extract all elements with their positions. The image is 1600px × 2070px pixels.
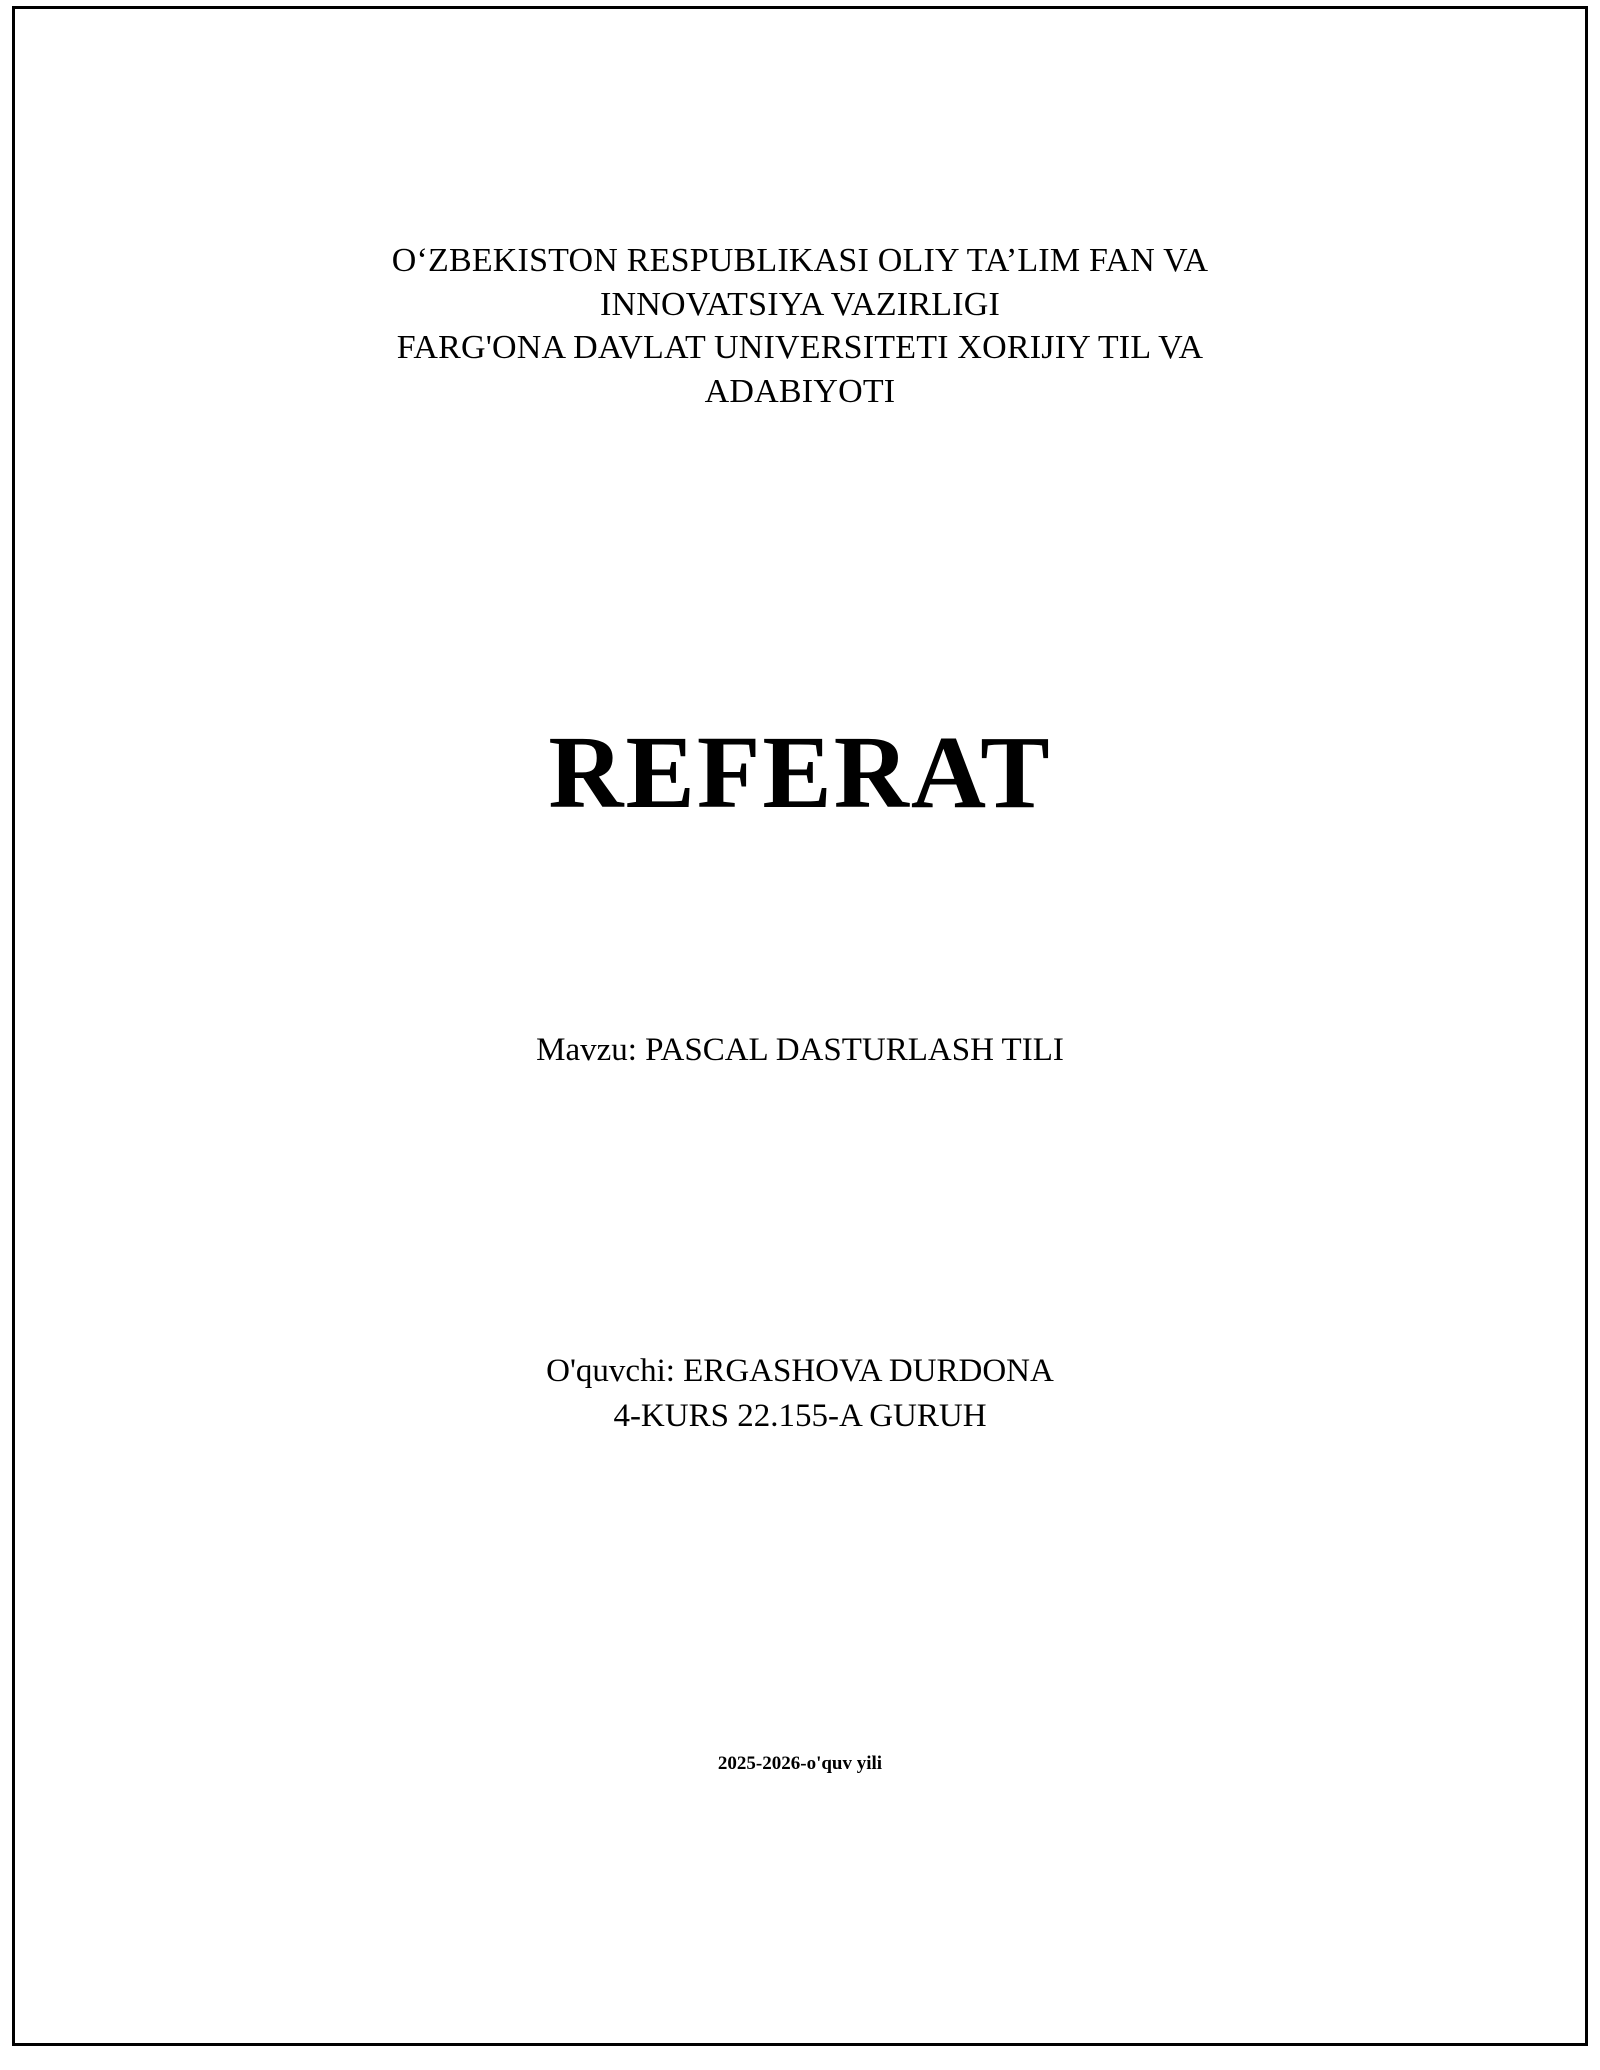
- student-name-line: O'quvchi: ERGASHOVA DURDONA: [546, 1353, 1054, 1390]
- document-title: REFERAT: [548, 715, 1052, 831]
- organization-line-3: FARG'ONA DAVLAT UNIVERSITETI XORIJIY TIL VA: [396, 329, 1204, 367]
- page-content: [15, 9, 1585, 2043]
- title-page: [12, 6, 1588, 2046]
- academic-year: 2025-2026-o'quv yili: [717, 1753, 883, 1774]
- subject-line: Mavzu: PASCAL DASTURLASH TILI: [536, 1032, 1064, 1069]
- organization-line-1: O‘ZBEKISTON RESPUBLIKASI OLIY TA’LIM FAN VA: [391, 242, 1209, 279]
- student-group-line: 4-KURS 22.155-A GURUH: [613, 1397, 987, 1434]
- organization-line-2: INNOVATSIYA VAZIRLIGI: [600, 285, 1000, 323]
- student-info: [155, 1349, 1445, 1438]
- organization-line-4: ADABIYOTI: [704, 372, 896, 410]
- organization-heading: [155, 239, 1445, 413]
